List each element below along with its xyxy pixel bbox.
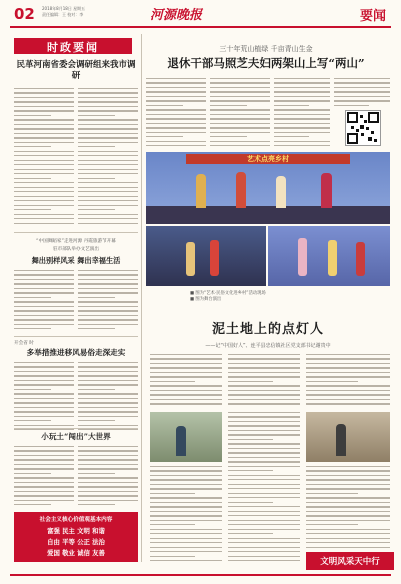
article-body: [306, 354, 390, 408]
article-body: [210, 78, 270, 150]
article-body: [78, 446, 138, 506]
masthead-logo: 河源晚报: [150, 8, 203, 23]
article-body: [14, 88, 74, 224]
column-divider: [141, 34, 142, 562]
stage-performance-photo: [146, 152, 390, 224]
article-headline: 多举措推进移风易俗走深走实: [26, 348, 126, 357]
article-kicker: 三十年荒山植绿 千亩青山生金: [219, 45, 313, 53]
article-body: [78, 88, 138, 224]
article-body: [306, 466, 390, 550]
stage-banner-text: 艺术点亮乡村: [247, 155, 289, 163]
photo-caption: ■ 图为“艺术·民俗文化进乡村”活动现场: [190, 291, 266, 296]
core-values-line: 爱国 敬业 诚信 友善: [47, 549, 105, 557]
article-headline: 舞出别样风采 舞出幸福生活: [31, 256, 121, 265]
article-headline: 泥土地上的点灯人: [211, 322, 324, 337]
column-banner-label: 时政要闻: [47, 41, 99, 54]
article-body: [14, 362, 74, 432]
article-body: [14, 446, 74, 506]
core-values-title: 社会主义核心价值观基本内容: [39, 517, 113, 523]
date-line: 2018年8月18日 星期五: [42, 6, 86, 11]
stage-photo-small: [268, 226, 390, 286]
section-divider: [14, 428, 138, 429]
article-body: [334, 78, 390, 108]
article-photo: [150, 412, 222, 462]
article-body: [228, 354, 300, 408]
page-number: 02: [14, 5, 35, 23]
article-body: [146, 78, 206, 150]
article-kicker: “中国舞蹈家”走进河源 丹霞旅游节开幕: [36, 239, 116, 244]
article-subhead: ——记“中国好人”、连平县忠信镇社区党支部书记谢贵中: [205, 343, 331, 349]
article-body: [78, 270, 138, 332]
article-headline: 小玩土“闯出”大世界: [41, 432, 111, 441]
article-body: [228, 412, 300, 562]
section-title: 要闻: [360, 9, 387, 24]
core-values-line: 自由 平等 公正 法治: [47, 538, 105, 546]
footer-rule: [10, 574, 391, 576]
stage-photo-small: [146, 226, 266, 286]
column-banner: [14, 38, 132, 54]
core-values-box: [14, 512, 138, 562]
article-body: [78, 362, 138, 432]
core-values-line: 富强 民主 文明 和谐: [47, 527, 105, 535]
article-body: [150, 466, 222, 562]
header-rule: [10, 26, 391, 28]
article-body: [14, 270, 74, 332]
footer-banner-text: 文明风采天中行: [320, 557, 380, 567]
article-body: [274, 78, 330, 150]
article-body: [150, 354, 222, 408]
footer-banner: [306, 552, 394, 570]
article-kicker: 开会省 时: [14, 341, 34, 346]
photo-caption: ■ 图为舞台演出: [190, 297, 222, 302]
article-photo: [306, 412, 390, 462]
article-headline: 民革河南省委会调研组来我市调研: [16, 60, 136, 81]
editor-line: 责任编辑：王 校对：李: [42, 12, 84, 17]
section-divider: [14, 336, 138, 337]
page-header: [0, 0, 401, 28]
section-divider: [14, 232, 138, 233]
article-kicker: 驻市部队举办文艺演出: [53, 247, 99, 252]
article-headline: 退休干部马照芝夫妇两架山上写“两山”: [167, 56, 365, 70]
qr-code-image: [345, 110, 381, 146]
